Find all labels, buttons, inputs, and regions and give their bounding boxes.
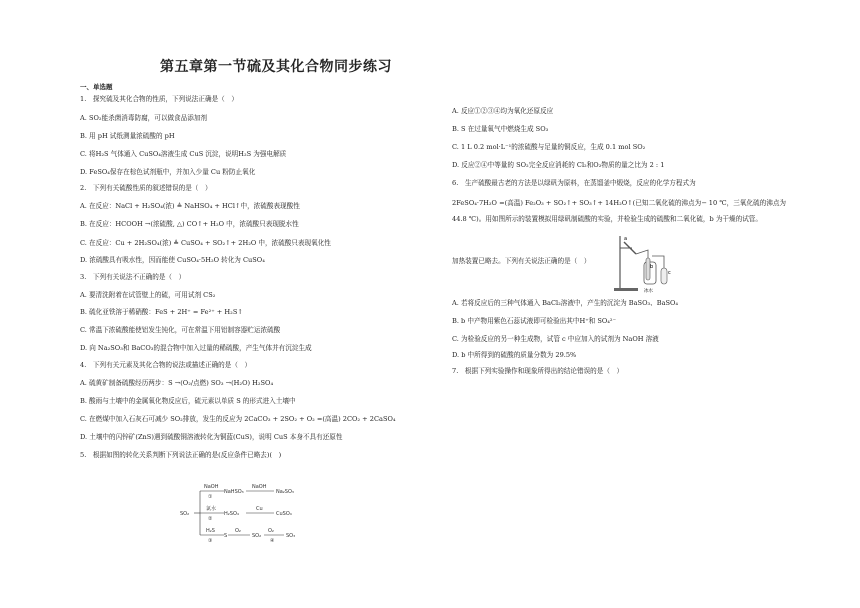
question-5: 5. 根据如图的转化关系判断下列说法正确的是(反应条件已略去)( ): [80, 451, 282, 459]
q2-option-d: D. 浓硫酸具有吸水性，因而能使 CuSO₄·5H₂O 转化为 CuSO₄: [80, 256, 265, 264]
diagram-number-2: ②: [208, 516, 213, 522]
question-4: 4. 下列有关元素及其化合物的说法或描述正确的是（ ）: [80, 361, 252, 369]
q6-option-b: B. b 中产物用紫色石蕊试液即可检验出其中H⁺和 SO₄²⁻: [452, 317, 617, 325]
q2-option-b: B. 在反应：HCOOH →(浓硫酸, △) CO↑+ H₂O 中，浓硫酸只表现脱水性: [80, 220, 299, 228]
q3-option-d: D. 向 Na₂SO₃和 BaCO₃的混合物中加入过量的稀硫酸，产生气体并有沉淀生成: [80, 344, 312, 352]
diagram-r3-product: S: [224, 533, 228, 539]
diagram-r2-reagent: 氯水: [206, 506, 217, 512]
q6-option-d: D. b 中所得到的硫酸的质量分数为 29.5%: [452, 351, 577, 359]
diagram-r3-reagent: H₂S: [206, 528, 215, 534]
q1-option-a: A. SO₂能杀菌消毒防腐，可以做食品添加剂: [80, 114, 208, 122]
diagram-so2: SO₂: [180, 511, 190, 517]
q6-equation: 2FeSO₄·7H₂O =(高温) Fe₂O₃ + SO₂↑+ SO₃↑+ 14H₂O↑(已知二氧化硫的沸点为− 10 ℃，三氧化硫的沸点为: [452, 199, 787, 207]
question-3: 3. 下列有关说法不正确的是（ ）: [80, 273, 186, 281]
page-title: 第五章第一节硫及其化合物同步练习: [160, 59, 392, 75]
apparatus-label-a: a: [624, 236, 628, 242]
diagram-r2-product: H₂SO₄: [224, 511, 239, 517]
apparatus-label-b: b: [650, 264, 654, 270]
apparatus-label-ice-water: 冰水: [644, 289, 653, 294]
q3-option-a: A. 要清洗附着在试管壁上的硫，可用试剂 CS₂: [80, 291, 216, 299]
diagram-r1-reagent: NaOH: [204, 484, 219, 490]
question-2: 2. 下列有关硫酸性质的叙述错误的是（ ）: [80, 184, 212, 192]
question-1: 1. 探究硫及其化合物的性质，下列说法正确是（ ）: [80, 95, 238, 103]
diagram-r2-product2: CuSO₄: [276, 511, 292, 517]
q1-option-d: D. FeSO₄保存在棕色试剂瓶中，并加入少量 Cu 粉防止氧化: [80, 168, 256, 176]
q2-option-a: A. 在反应：NaCl + H₂SO₄(浓) ≜ NaHSO₄ + HCl↑中，浓硫酸表现酸性: [80, 202, 300, 210]
question-7: 7. 根据下列实验操作和现象所得出的结论错误的是（ ）: [452, 367, 624, 375]
q3-option-b: B. 硫化亚铁溶于稀硝酸：FeS + 2H⁺ = Fe²⁺ + H₂S↑: [80, 308, 243, 316]
q6-prompt: 加热装置已略去。下列有关说法正确的是（ ）: [452, 257, 591, 265]
question-6: 6. 生产硫酸最古老的方法是以绿矾为原料，在蒸馏釜中煅烧，反应的化学方程式为: [452, 179, 696, 187]
q4-option-b: B. 酸雨与土壤中的金属氧化物反应后，硫元素以单质 S 的形式进入土壤中: [80, 397, 296, 405]
q2-option-c: C. 在反应：Cu + 2H₂SO₄(浓) ≜ CuSO₄ + SO₂↑+ 2H₂O 中，浓硫酸只表现氧化性: [80, 239, 331, 247]
q4-option-c: C. 在燃煤中加入石灰石可减少 SO₂排放，发生的反应为 2CaCO₃ + 2SO₂ + O₂ =(高温) 2CO₂ + 2CaSO₄: [80, 415, 396, 423]
diagram-r3-product2: SO₂: [252, 533, 262, 539]
q4-option-d: D. 土壤中的闪锌矿(ZnS)遇到硫酸铜溶液转化为铜蓝(CuS)，说明 CuS 本身不具有还原性: [80, 433, 343, 441]
diagram-number-1: ①: [208, 494, 213, 500]
apparatus-label-c: c: [668, 270, 671, 276]
conversion-diagram: [180, 478, 320, 548]
q4-option-a: A. 硫黄矿制备硫酸经历两步：S →(O₂/点燃) SO₃ →(H₂O) H₂SO₄: [80, 379, 274, 387]
q5-option-d: D. 反应②④中等量的 SO₂完全反应消耗的 Cl₂和O₂物质的量之比为 2 : 1: [452, 161, 665, 169]
q6-option-c: C. 为检验反应的另一种生成物，试管 c 中应加入的试剂为 NaOH 溶液: [452, 335, 659, 343]
q6-option-a: A. 若将反应后的三种气体通入 BaCl₂溶液中，产生的沉淀为 BaSO₃、BaSO₄: [452, 299, 679, 307]
q1-option-c: C. 将H₂S 气体通入 CuSO₄溶液生成 CuS 沉淀，说明H₂S 为强电解质: [80, 150, 287, 158]
q1-option-b: B. 用 pH 试纸测量浓硫酸的 pH: [80, 132, 175, 140]
q5-option-a: A. 反应①②③④均为氧化还原反应: [452, 107, 554, 115]
diagram-number-4: ④: [270, 538, 275, 544]
section-title: 一、单选题: [80, 83, 113, 91]
q5-option-b: B. S 在过量氧气中燃烧生成 SO₃: [452, 125, 549, 133]
diagram-r1-reagent2: NaOH: [252, 484, 267, 490]
diagram-r3-product3: SO₃: [286, 533, 296, 539]
q5-option-c: C. 1 L 0.2 mol·L⁻¹的浓硫酸与足量的铜反应，生成 0.1 mol SO₂: [452, 143, 646, 151]
diagram-r3-reagent3: O₂: [268, 528, 274, 534]
diagram-r1-product2: Na₂SO₃: [276, 489, 294, 495]
q3-option-c: C. 常温下浓硫酸能使铝发生钝化，可在常温下用铝制容器贮运浓硫酸: [80, 326, 281, 334]
diagram-r3-reagent2: O₂: [235, 528, 241, 534]
diagram-r1-product: NaHSO₃: [224, 489, 244, 495]
apparatus-figure: [610, 230, 676, 296]
diagram-r2-reagent2: Cu: [256, 506, 263, 512]
diagram-number-3: ③: [208, 538, 213, 544]
q6-text: 44.8 ℃)。用如图所示的装置模拟用绿矾制硫酸的实验，并检验生成的硫酸和二氧化硫，b 为干燥的试管。: [452, 215, 762, 223]
